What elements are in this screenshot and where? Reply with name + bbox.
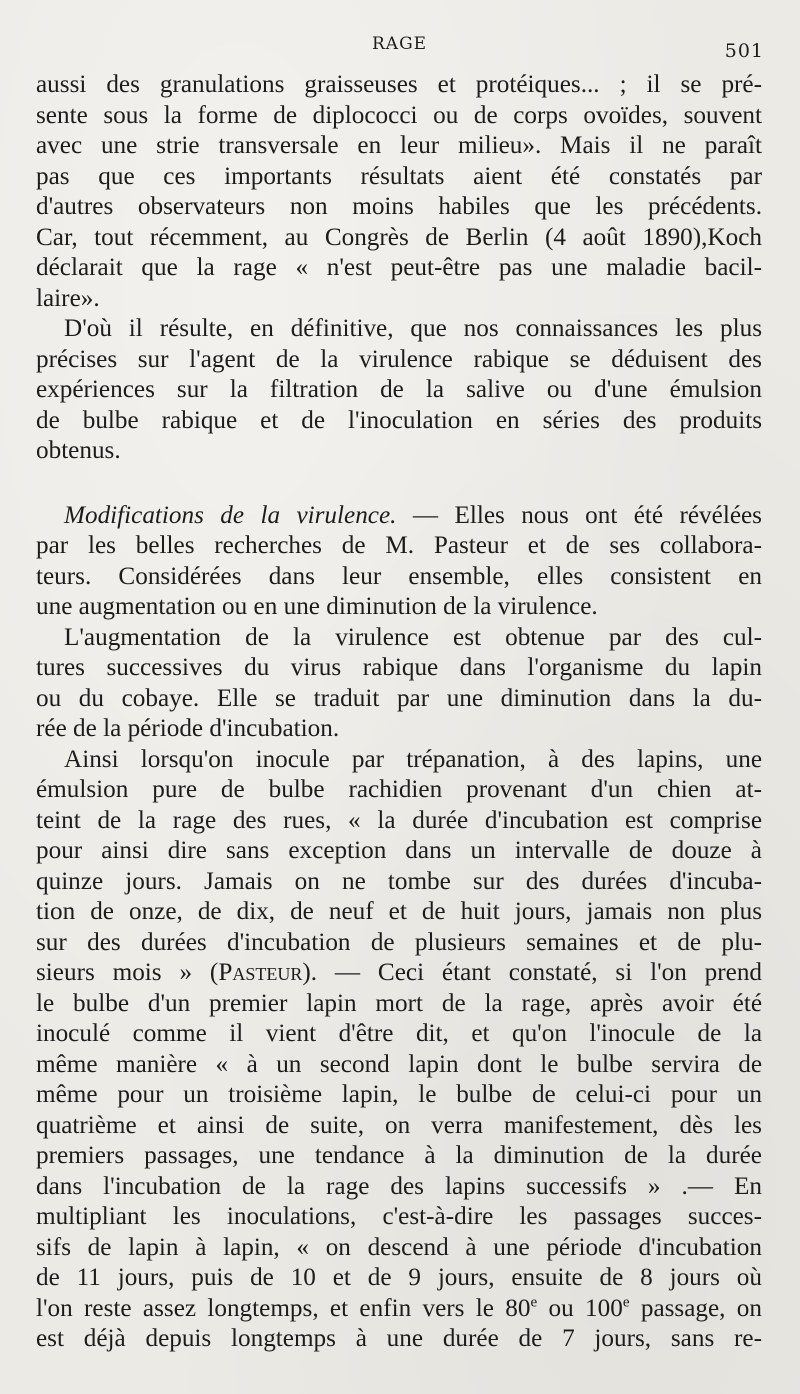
text-line: précises sur l'agent de la virulence rabique se déduisent des (36, 345, 762, 373)
text-line: de bulbe rabique et de l'inoculation en séries des produits (36, 406, 762, 434)
text-run: l'on reste assez longtemps, et enfin vers le 80 (36, 1294, 531, 1322)
text-line: quatrième et ainsi de suite, on verra manifestement, dès les (36, 1111, 762, 1139)
text-line (36, 958, 762, 989)
text-line: teint de la rage des rues, « la durée d'incubation est comprise (36, 806, 762, 834)
text-line (36, 1294, 762, 1325)
paragraph-conclusion (36, 314, 762, 467)
text-run: passage, on (629, 1294, 762, 1322)
text-line: le bulbe d'un premier lapin mort de la rage, après avoir été (36, 989, 762, 1017)
body-text (36, 70, 762, 1355)
text-line: sente sous la forme de diplococci ou de corps ovoïdes, souvent (36, 101, 762, 129)
text-line: par les belles recherches de M. Pasteur et de ses collabora- (36, 532, 762, 559)
text-line: multipliant les inoculations, c'est-à-dire les passages succes- (36, 1203, 762, 1230)
paragraph-augmentation (36, 623, 762, 745)
text-line: D'où il résulte, en définitive, que nos connaissances les plus (64, 315, 762, 342)
text-line: d'autres observateurs non moins habiles que les précédents. (36, 193, 762, 220)
section-heading: Modifications de la virulence. (64, 501, 397, 529)
text-line: est déjà depuis longtemps à une durée de 7 jours, sans re- (36, 1325, 762, 1352)
text-line: pour ainsi dire sans exception dans un intervalle de douze à (36, 837, 762, 864)
text-line: ou du cobaye. Elle se traduit par une diminution dans la du- (36, 684, 762, 712)
page-number: 501 (724, 40, 764, 62)
text-line: aussi des granulations graisseuses et protéiques... ; il se pré- (36, 71, 762, 98)
text-line: émulsion pure de bulbe rachidien provenant d'un chien at- (36, 776, 762, 803)
text-run: ou 100 (537, 1294, 623, 1322)
text-line: de 11 jours, puis de 10 et de 9 jours, ensuite de 8 jours où (36, 1264, 762, 1291)
text-line: sifs de lapin à lapin, « on descend à une période d'incubation (36, 1233, 762, 1261)
text-line: Car, tout récemment, au Congrès de Berlin (4 août 1890),Koch (36, 223, 762, 251)
text-line: Ainsi lorsqu'on inocule par trépanation, à des lapins, une (64, 745, 762, 773)
text-line: inoculé comme il vient d'être dit, et qu'on l'inocule de la (36, 1020, 762, 1047)
text-run: — Elles nous ont été révélées (396, 501, 762, 529)
text-line: tion de onze, de dix, de neuf et de huit jours, jamais non plus (36, 898, 762, 925)
text-line: expériences sur la filtration de la salive ou d'une émulsion (36, 376, 762, 403)
ordinal-suffix: e (530, 1294, 538, 1311)
text-line: pas que ces importants résultats aient été constatés par (36, 162, 762, 190)
running-head (0, 34, 800, 62)
running-title: RAGE (372, 34, 428, 54)
section-break (36, 467, 762, 501)
ordinal-suffix: e (622, 1294, 630, 1311)
text-line: premiers passages, une tendance à la diminution de la durée (36, 1142, 762, 1169)
text-line: même manière « à un second lapin dont le bulbe servira de (36, 1050, 762, 1078)
author-name: Pasteur (218, 959, 303, 986)
text-line: L'augmentation de la virulence est obtenue par des cul- (64, 623, 762, 651)
text-run: ). — Ceci étant constaté, si l'on prend (302, 959, 762, 986)
text-line: quinze jours. Jamais on ne tombe sur des durées d'incuba- (36, 867, 762, 895)
text-line: avec une strie transversale en leur milieu». Mais il ne paraît (36, 132, 762, 159)
text-line: obtenus. (36, 437, 121, 464)
text-line: sur des durées d'incubation de plusieurs semaines et de plu- (36, 928, 762, 956)
paragraph-trepanation (36, 745, 762, 1355)
text-line: rée de la période d'incubation. (36, 715, 340, 742)
text-line: teurs. Considérées dans leur ensemble, elles consistent en (36, 562, 762, 590)
paragraph-rabies-microbe-end (36, 70, 762, 314)
text-line: laire». (36, 284, 100, 312)
text-line: déclarait que la rage « n'est peut-être pas une maladie bacil- (36, 254, 762, 281)
text-line: tures successives du virus rabique dans l'organisme du lapin (36, 654, 762, 681)
text-line: une augmentation ou en une diminution de la virulence. (36, 593, 598, 620)
text-line: même pour un troisième lapin, le bulbe de celui-ci pour un (36, 1081, 762, 1108)
text-line: dans l'incubation de la rage des lapins successifs » .— En (36, 1172, 762, 1200)
paragraph-modifications (36, 501, 762, 623)
text-line (36, 501, 762, 532)
text-run: sieurs mois » ( (36, 959, 219, 986)
